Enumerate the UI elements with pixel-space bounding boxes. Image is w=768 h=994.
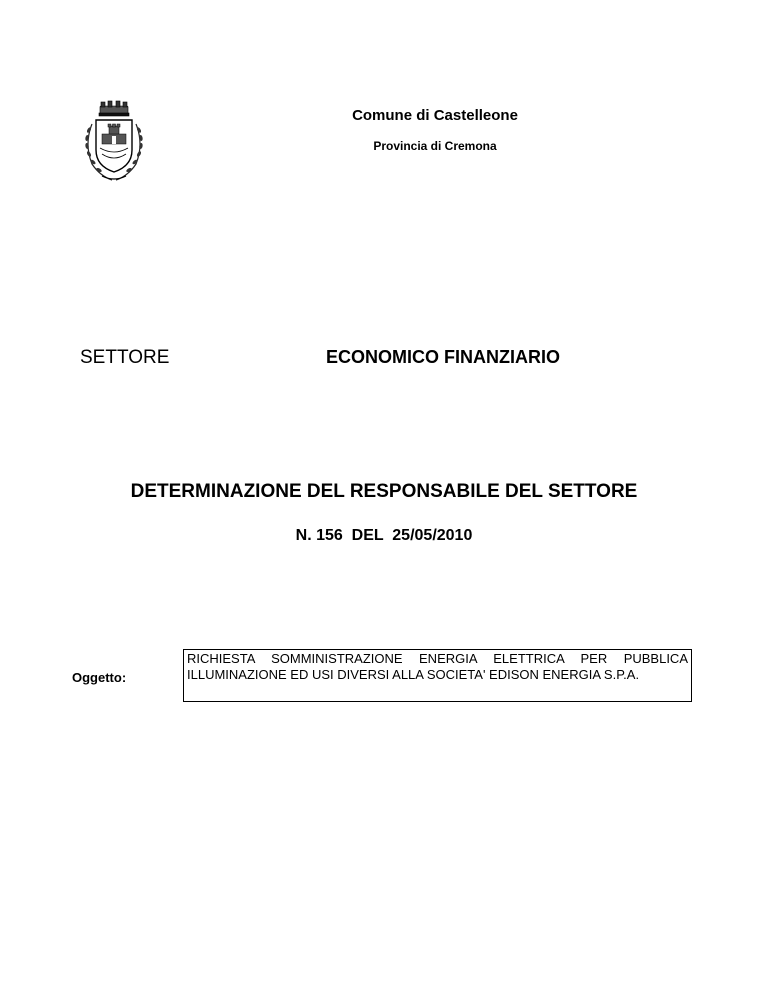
crown-icon — [99, 101, 129, 116]
oggetto-label: Oggetto: — [72, 670, 127, 685]
provincia-name: Provincia di Cremona — [373, 139, 497, 153]
oggetto-text-box: RICHIESTA SOMMINISTRAZIONE ENERGIA ELETTRICA PER PUBBLICA ILLUMINAZIONE ED USI DIVERSI ALLA SOCIETA' EDISON ENERGIA S.P.A. — [183, 649, 692, 702]
document-number-date: N. 156 DEL 25/05/2010 — [295, 527, 473, 544]
document-title: DETERMINAZIONE DEL RESPONSABILE DEL SETTORE — [130, 481, 638, 502]
coat-of-arms-icon — [78, 100, 150, 184]
settore-label: SETTORE — [80, 347, 170, 368]
comune-name: Comune di Castelleone — [352, 107, 518, 124]
settore-value: ECONOMICO FINANZIARIO — [326, 347, 560, 367]
